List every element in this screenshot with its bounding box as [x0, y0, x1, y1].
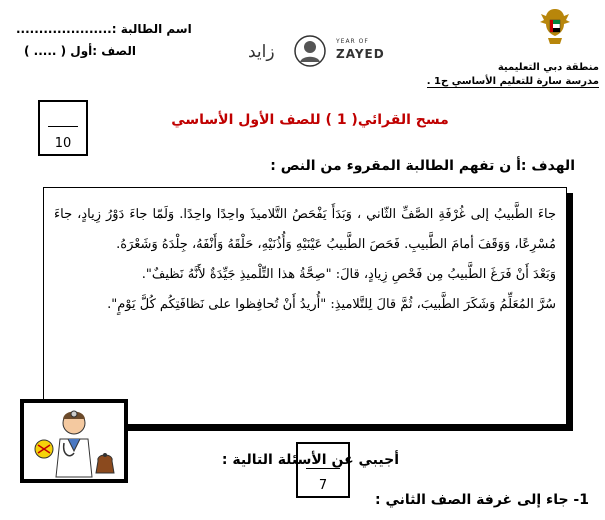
doctor-image	[20, 399, 128, 483]
score-box	[38, 100, 88, 156]
education-authority-name: منطقة دبي التعليمية	[497, 62, 599, 73]
uae-emblem-icon	[538, 6, 572, 46]
page-title: مسح القرائي( 1 ) للصف الأول الأساسي	[171, 112, 449, 128]
reading-passage	[54, 200, 556, 320]
score-line	[48, 126, 78, 127]
grade-field[interactable]: الصف :أول ( ..... )	[24, 44, 136, 58]
reading-passage-box	[43, 187, 567, 425]
passage-paragraph-3: سُرَّ المُعَلِّمُ وَشَكَرَ الطَّبيبَ، ثُمَّ قالَ لِلتَّلاميذِ: "أُريدُ أَنْ تُحافِظوا على نَظافَتِكُم كُلَّ يَوْمٍ".	[107, 297, 556, 312]
goal-text: الهدف :أ ن تفهم الطالبة المقروء من النص :	[270, 158, 575, 174]
score-total: 10	[54, 136, 72, 151]
doctor-cartoon-icon	[24, 403, 124, 479]
logo-english-text: ZAYED	[336, 47, 385, 61]
score-line	[306, 468, 340, 469]
score-box	[296, 442, 350, 498]
passage-paragraph-2: وَبَعْدَ أَنْ فَرَغَ الطَّبيبُ مِن فَحْصِ زِيادٍ، قالَ: "صِحَّةُ هذا التِّلْميذِ جَيِّدَةٌ لأَنَّهُ نَظيفٌ".	[141, 267, 556, 282]
question-1: 1- جاء إلى غرفة الصف الثاني :	[374, 492, 589, 508]
score-total: 7	[318, 478, 328, 493]
student-name-field[interactable]: اسم الطالبة :.....................	[16, 22, 192, 36]
answer-heading: أجيبي عن الأسئلة التالية :	[221, 452, 399, 468]
year-of-zayed-logo	[244, 34, 384, 68]
school-name: مدرسة سارة للتعليم الأساسي ح1 .	[426, 76, 599, 87]
logo-arabic-text: زايد	[248, 42, 275, 62]
logo-small-text: YEAR OF	[336, 38, 369, 45]
passage-paragraph-1: جاءَ الطَّبيبُ إلى غُرْفَةِ الصَّفِّ الثّاني ، وَبَدَأَ يَفْحَصُ التَّلاميذَ واحِدًا واحِدًا. وَلَمّا جاءَ دَوْرُ زِيادٍ، جاءَ مُسْرِعًا، وَوَقَفَ أمامَ الطَّبيبِ. فَحَصَ الطَّبيبُ عَيْنَيْهِ وَأُذُنَيْهِ، حَلْقَهُ وَأَنْفَهُ، جِلْدَهُ وَشَعْرَهُ.	[54, 207, 556, 252]
